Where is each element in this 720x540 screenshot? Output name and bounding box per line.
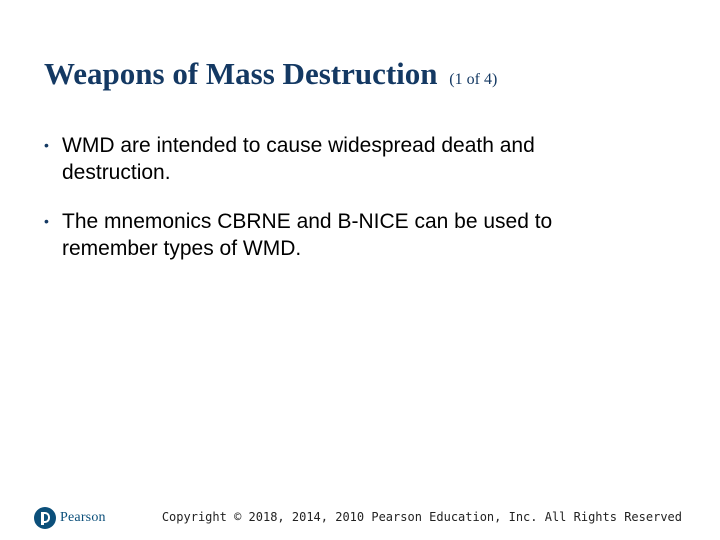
bullet-item xyxy=(44,208,644,262)
copyright-notice: Copyright © 2018, 2014, 2010 Pearson Education, Inc. All Rights Reserved xyxy=(161,510,682,524)
bullet-list xyxy=(44,132,644,284)
pearson-logo-text: Pearson xyxy=(60,510,106,525)
bullet-marker: • xyxy=(44,137,49,153)
bullet-marker: • xyxy=(44,213,49,229)
slide-title xyxy=(44,54,497,100)
bullet-text: WMD are intended to cause widespread death and destruction. xyxy=(62,134,535,184)
pearson-logo-icon xyxy=(34,507,56,529)
bullet-item xyxy=(44,132,644,186)
slide-subtitle: (1 of 4) xyxy=(449,71,498,88)
bullet-text: The mnemonics CBRNE and B-NICE can be used to remember types of WMD. xyxy=(62,210,553,260)
pearson-logo xyxy=(34,506,106,530)
slide-title-text: Weapons of Mass Destruction xyxy=(44,56,438,91)
